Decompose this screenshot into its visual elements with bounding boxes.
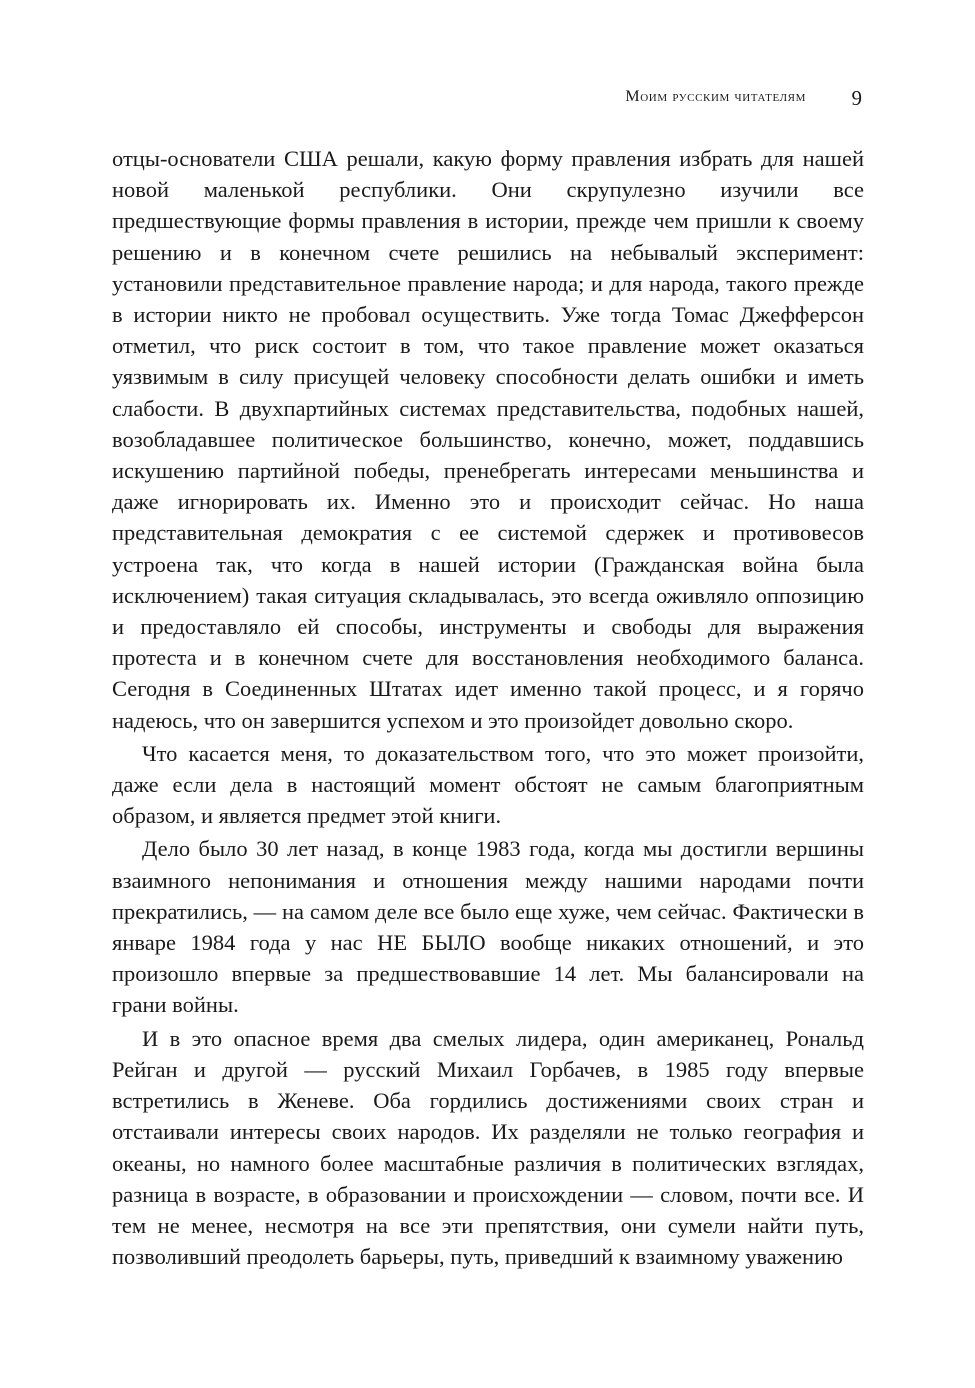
body-text [112, 143, 864, 1272]
paragraph-2: Что касается меня, то доказательством того, что это может произойти, даже если дела в настоящий момент обстоят не самым благоприятным образом, и является предмет этой книги. [112, 740, 864, 829]
paragraph-4: И в это опасное время два смелых лидера, один американец, Рональд Рейган и другой — русский Михаил Горбачев, в 1985 году впервые встретились в Женеве. Оба гордились достижениями своих стран и отстаивали интересы своих народов. Их разделяли не только география и океаны, но намного более масштабные различия в политических взглядах, разница в возрасте, в образовании и происхождении — словом, почти все. И тем не менее, несмотря на все эти препятствия, они сумели найти путь, позволивший преодолеть барьеры, путь, приведший к взаимному уважению [112, 1025, 864, 1270]
paragraph-3: Дело было 30 лет назад, в конце 1983 года, когда мы достигли вершины взаимного непонимания и отношения между нашими народами почти прекратились, — на самом деле все было еще хуже, чем сейчас. Фактически в январе 1984 года у нас НЕ БЫЛО вообще никаких отношений, и это произошло впервые за предшествовавшие 14 лет. Мы балансировали на грани войны. [112, 836, 864, 1018]
running-head [112, 88, 864, 118]
running-title: Моим русским читателям [625, 88, 806, 105]
paragraph-1: отцы-основатели США решали, какую форму правления избрать для нашей новой маленькой республики. Они скрупулезно изучили все предшествующие формы правления в истории, прежде чем пришли к своему решению и в конечном счете решились на небывалый эксперимент: установили представительное правление народа; и для народа, такого прежде в истории никто не пробовал осуществить. Уже тогда Томас Джефферсон отметил, что риск состоит в том, что такое правление может оказаться уязвимым в силу присущей человеку способности делать ошибки и иметь слабости. В двухпартийных системах представительства, подобных нашей, возобладавшее политическое большинство, конечно, может, поддавшись искушению партийной победы, пренебрегать интересами меньшинства и даже игнорировать их. Именно это и происходит сейчас. Но наша представительная демократия с ее системой сдержек и противовесов устроена так, что когда в нашей истории (Гражданская война была исключением) такая ситуация складывалась, это всегда оживляло оппозицию и предоставляло ей способы, инструменты и свободы для выражения протеста и в конечном счете для восстановления необходимого баланса. Сегодня в Соединенных Штатах идет именно такой процесс, и я горячо надеюсь, что он завершится успехом и это произойдет довольно скоро. [112, 146, 864, 733]
page-number: 9 [851, 86, 862, 110]
